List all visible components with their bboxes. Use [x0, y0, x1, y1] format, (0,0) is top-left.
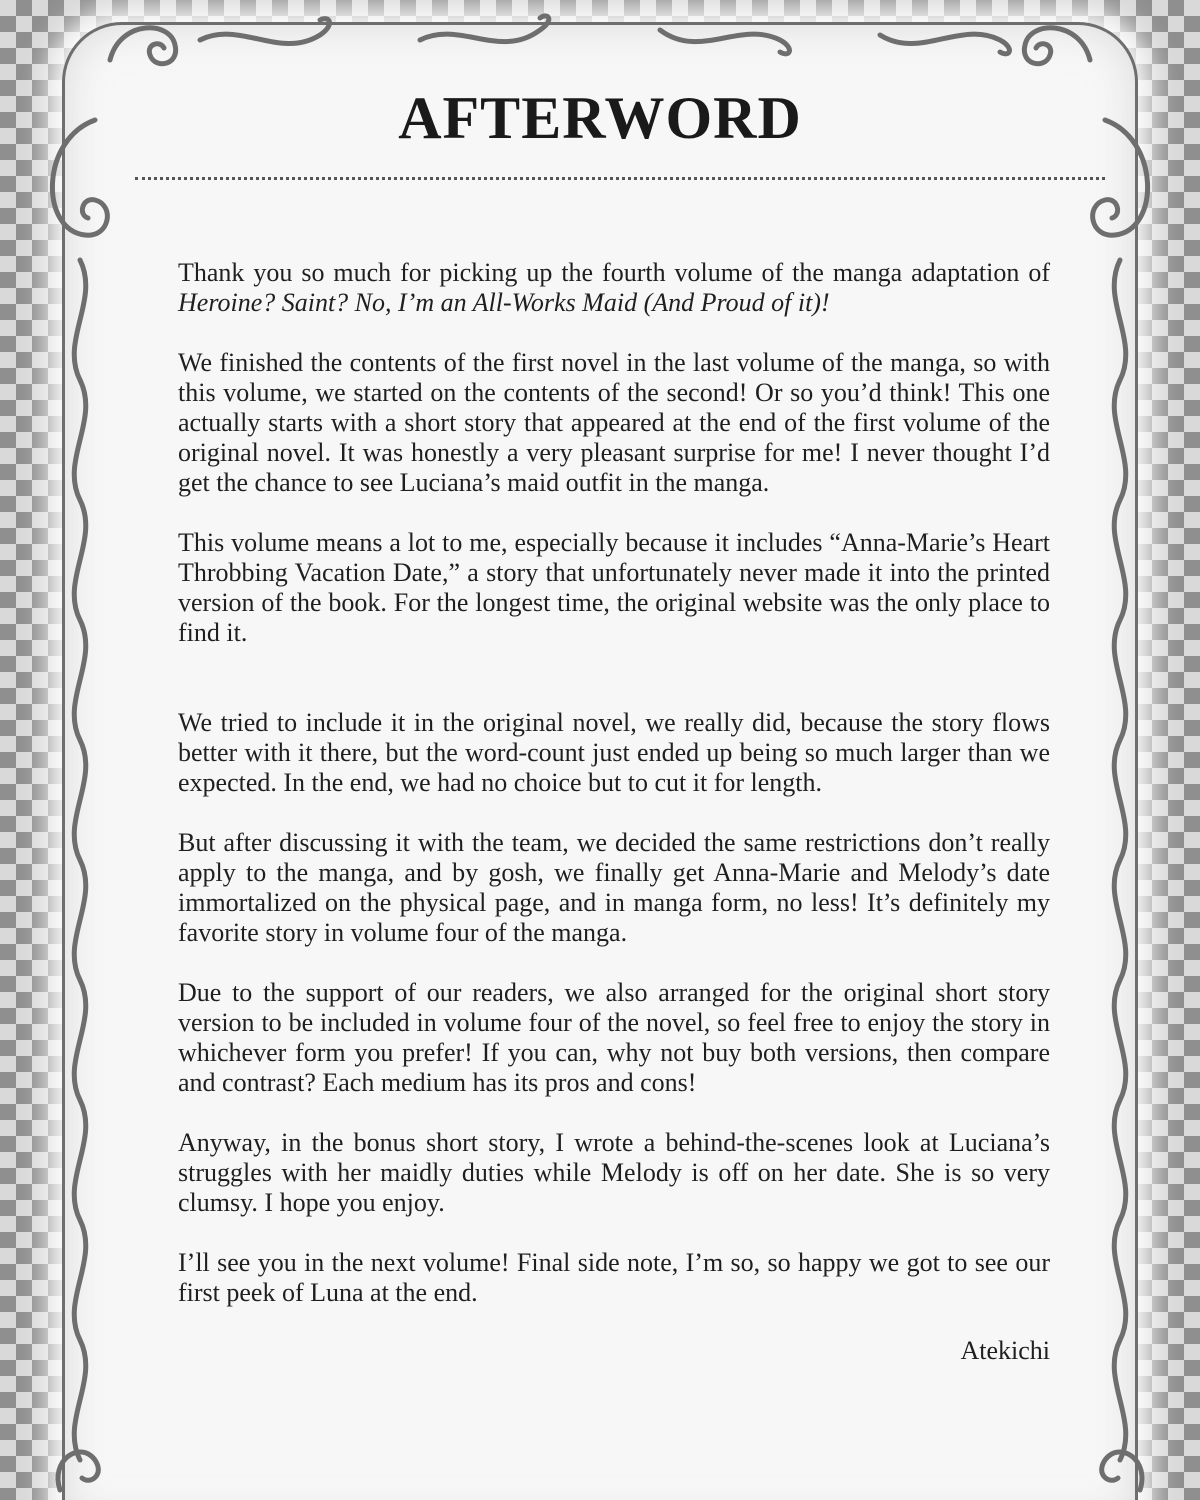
paragraph-1	[178, 258, 1050, 318]
paragraph-2: We finished the contents of the first novel in the last volume of the manga, so with this volume, we started on the contents of the second! Or so you’d think! This one actually starts with a short story that appeared at the end of the first volume of the original novel. It was honestly a very pleasant surprise for me! I never thought I’d get the chance to see Luciana’s maid outfit in the manga.	[178, 348, 1050, 497]
paragraph-3: This volume means a lot to me, especially because it includes “Anna-Marie’s Heart Throbbing Vacation Date,” a story that unfortunately never made it into the printed version of the book. For the longest time, the original website was the only place to find it.	[178, 528, 1050, 647]
paragraph-1-text: Thank you so much for picking up the fourth volume of the manga adaptation of	[178, 258, 1050, 287]
paragraph-5: But after discussing it with the team, we decided the same restrictions don’t really apply to the manga, and by gosh, we finally get Anna-Marie and Melody’s date immortalized on the physical page, and in manga form, no less! It’s definitely my favorite story in volume four of the manga.	[178, 828, 1050, 947]
signature: Atekichi	[960, 1336, 1050, 1365]
paragraph-8: I’ll see you in the next volume! Final side note, I’m so, so happy we got to see our first peek of Luna at the end.	[178, 1248, 1050, 1307]
paragraph-7: Anyway, in the bonus short story, I wrote a behind-the-scenes look at Luciana’s struggles with her maidly duties while Melody is off on her date. She is so very clumsy. I hope you enjoy.	[178, 1128, 1050, 1217]
title-divider	[135, 177, 1105, 180]
paragraph-6: Due to the support of our readers, we also arranged for the original short story version to be included in volume four of the novel, so feel free to enjoy the story in whichever form you prefer! If you can, why not buy both versions, then compare and contrast? Each medium has its pros and cons!	[178, 978, 1050, 1097]
page-title: AFTERWORD	[398, 85, 802, 151]
paragraph-4: We tried to include it in the original novel, we really did, because the story flows better with it there, but the word-count just ended up being so much larger than we expected. In the end, we had no choice but to cut it for length.	[178, 708, 1050, 797]
series-title: Heroine? Saint? No, I’m an All-Works Maid (And Proud of it)!	[178, 288, 830, 317]
afterword-body	[178, 258, 1050, 1366]
